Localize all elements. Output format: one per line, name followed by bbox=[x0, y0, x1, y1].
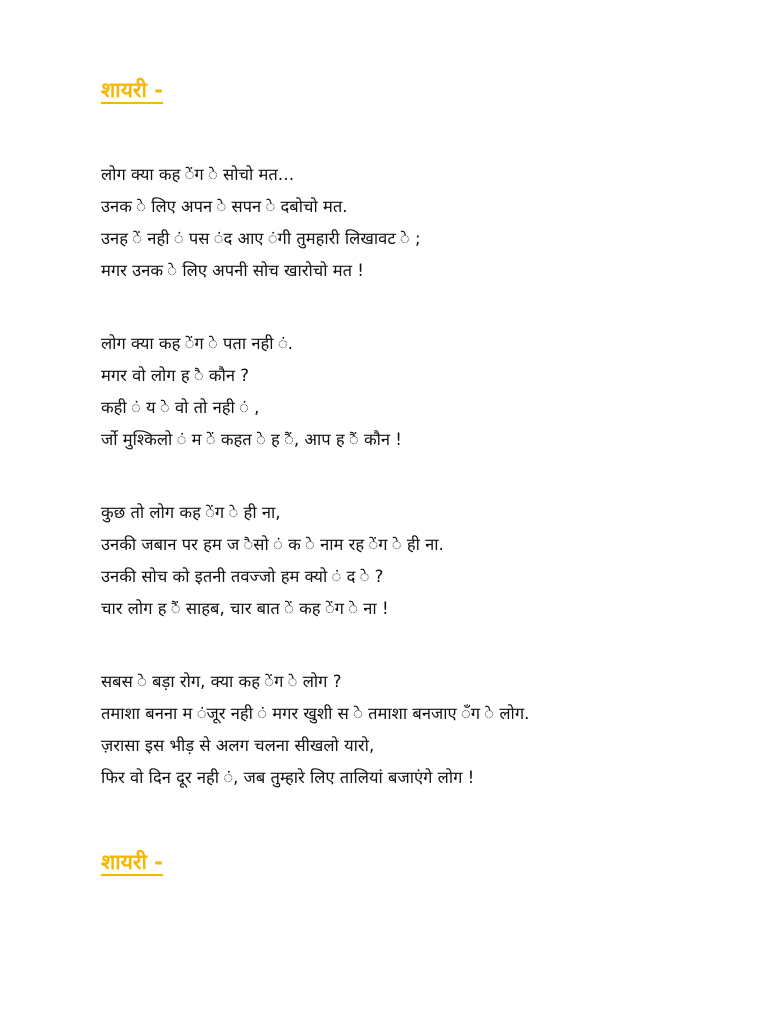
poem-line: लोग क्या कह ेंग े सोचो मत… bbox=[101, 165, 295, 184]
poem-line: मगर उनक े लिए अपनी सोच खारोचो मत ! bbox=[101, 261, 364, 280]
poem-line: उनकी जबान पर हम ज ैसो ं क े नाम रह ेंग े ही ना. bbox=[101, 535, 444, 554]
poem-stanza bbox=[101, 159, 421, 287]
poem-line: तमाशा बनना म ंजूर नही ं मगर खुशी स े तमाशा बनजाए ँग े लोग. bbox=[101, 704, 530, 723]
section-heading: शायरी - bbox=[101, 78, 163, 102]
poem-line: र्जो मुश्किलो ं म ें कहत े ह ैं, आप ह ैं कौन ! bbox=[101, 430, 402, 449]
poem-line: ज़रासा इस भीड़ से अलग चलना सीखलो यारो, bbox=[101, 736, 375, 755]
poem-line: उनक े लिए अपन े सपन े दबोचो मत. bbox=[101, 197, 348, 216]
poem-line: उनकी सोच को इतनी तवज्जो हम क्यो ं द े ? bbox=[101, 567, 384, 586]
poem-line: चार लोग ह ैं साहब, चार बात ें कह ेंग े ना ! bbox=[101, 599, 389, 618]
poem-stanza bbox=[101, 497, 444, 625]
poem-line: लोग क्या कह ेंग े पता नही ं. bbox=[101, 334, 293, 353]
section-heading: शायरी - bbox=[101, 850, 163, 874]
poem-stanza bbox=[101, 666, 529, 794]
poem-line: कुछ तो लोग कह ेंग े ही ना, bbox=[101, 503, 281, 522]
poem-line: कही ं य े वो तो नही ं , bbox=[101, 398, 260, 417]
poem-line: उनह ें नही ं पस ंद आए ंगी तुमहारी लिखावट े ; bbox=[101, 229, 421, 248]
poem-stanza bbox=[101, 328, 402, 456]
poem-line: सबस े बड़ा रोग, क्या कह ेंग े लोग ? bbox=[101, 672, 342, 691]
poem-line: फिर वो दिन दूर नही ं, जब तुम्हारे लिए तालियां बजाएंगे लोग ! bbox=[101, 768, 475, 787]
poem-line: मगर वो लोग ह ै कौन ? bbox=[101, 366, 250, 385]
